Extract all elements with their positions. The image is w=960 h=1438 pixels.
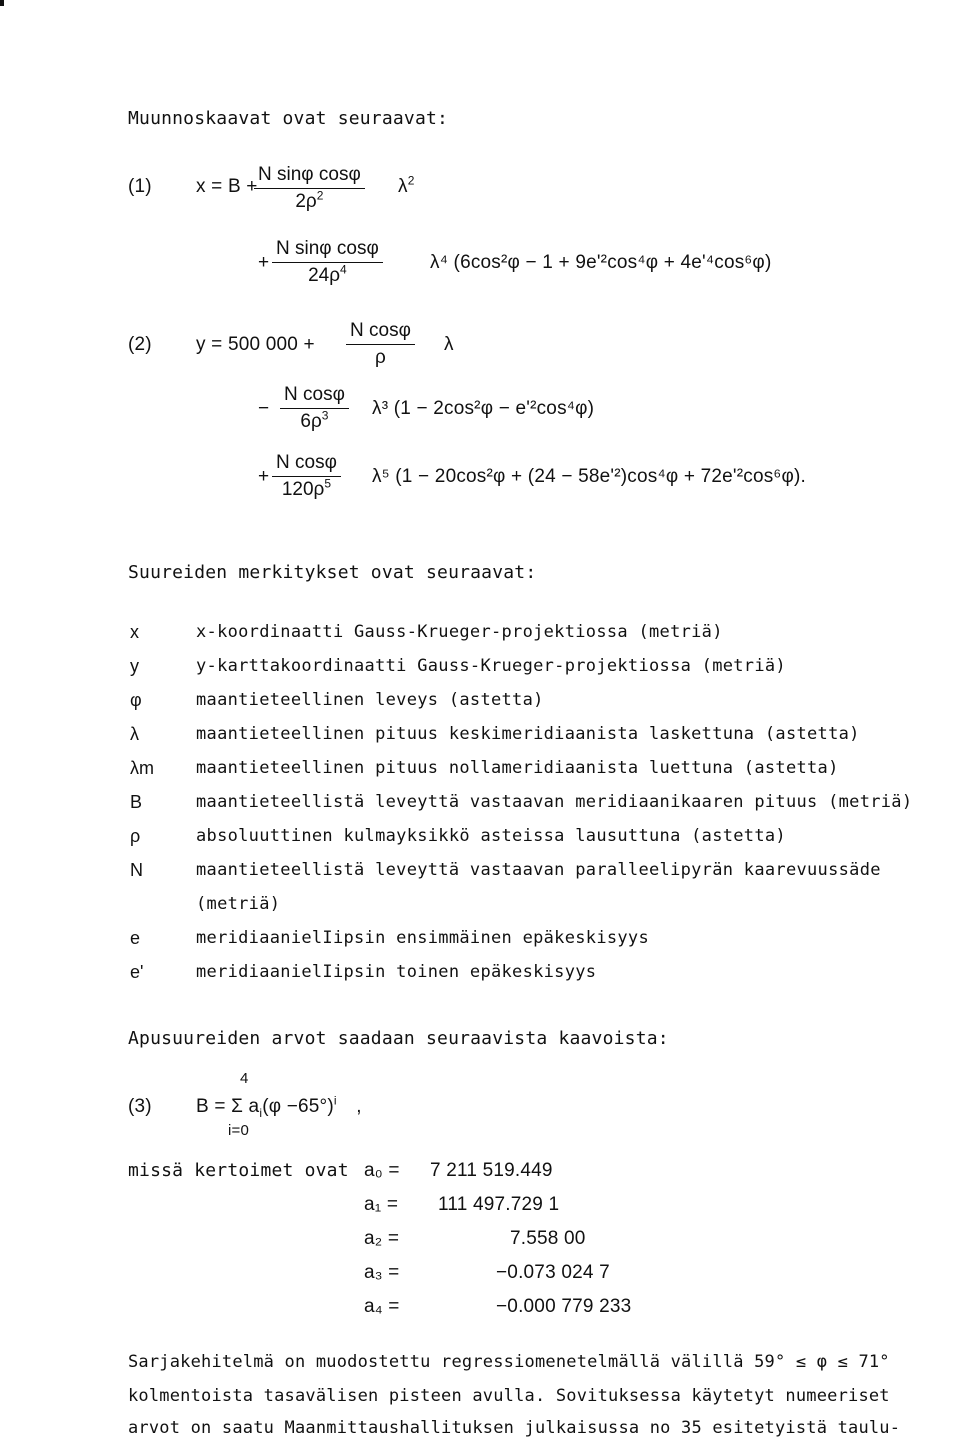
- intro-text: Muunnoskaavat ovat seuraavat:: [128, 108, 449, 129]
- eq2-frac1-numerator: N cosφ: [346, 320, 415, 345]
- coefficient-value: 7.558 00: [510, 1228, 586, 1249]
- eq2-plus: +: [258, 466, 270, 487]
- scan-mark: [0, 0, 4, 6]
- eq1-lambda: λ: [398, 176, 408, 197]
- definition-text: maantieteellinen pituus nollameridiaanista luettuna (astetta): [196, 758, 839, 778]
- definition-text: maantieteellistä leveyttä vastaavan meridiaanikaaren pituus (metriä): [196, 792, 913, 812]
- definition-symbol: y: [130, 656, 139, 676]
- eq3-lhs: B = Σ a: [196, 1096, 260, 1117]
- eq2-frac2-den-base: 6ρ: [300, 411, 322, 432]
- definition-text: maantieteellinen pituus keskimeridiaanista laskettuna (astetta): [196, 724, 860, 744]
- eq1-tail: λ⁴ (6cos²φ − 1 + 9e'²cos⁴φ + 4e'⁴cos⁶φ): [430, 252, 772, 273]
- eq1-fraction-2: [272, 238, 383, 287]
- eq2-label: (2): [128, 334, 152, 355]
- eq1-frac1-numerator: N sinφ cosφ: [254, 164, 365, 189]
- definition-text: meridiaanielIipsin toinen epäkeskisyys: [196, 962, 597, 982]
- eq2-fraction-2: [280, 384, 349, 433]
- closing-line-3: arvot on saatu Maanmittaushallituksen julkaisussa no 35 esitetyistä taulu-: [128, 1418, 901, 1438]
- eq1-label: (1): [128, 176, 152, 197]
- coefficient-name: a₁ =: [364, 1194, 399, 1215]
- definition-text: maantieteellinen leveys (astetta): [196, 690, 544, 710]
- eq3-sum-lower: i=0: [228, 1122, 250, 1139]
- eq3-body: (φ −65°): [262, 1096, 334, 1117]
- coefficient-name: a₀ =: [364, 1160, 400, 1181]
- definition-text: y-karttakoordinaatti Gauss-Krueger-projektiossa (metriä): [196, 656, 786, 676]
- coefficient-name: a₂ =: [364, 1228, 400, 1249]
- eq1-frac1-den-base: 2ρ: [295, 191, 317, 212]
- coefficient-name: a₃ =: [364, 1262, 400, 1283]
- definition-symbol: ρ: [130, 826, 141, 846]
- eq2-fraction-3: [272, 452, 341, 501]
- definition-text: (metriä): [196, 894, 281, 914]
- eq2-frac3-den-exp: 5: [324, 476, 332, 491]
- eq1-fraction-1: [254, 164, 365, 213]
- eq2-frac3-denominator: [272, 477, 341, 501]
- coefficient-value: −0.000 779 233: [496, 1296, 632, 1317]
- definition-symbol: λ: [130, 724, 139, 744]
- eq3-index-sub: i: [259, 1105, 263, 1120]
- definition-text: absoluuttinen kulmayksikkö asteissa lausuttuna (astetta): [196, 826, 786, 846]
- coefficient-name: a₄ =: [364, 1296, 400, 1317]
- eq1-plus: +: [258, 252, 270, 273]
- eq1-frac2-numerator: N sinφ cosφ: [272, 238, 383, 263]
- eq2-frac1-denominator: ρ: [375, 347, 386, 368]
- eq3-comma: ,: [356, 1096, 362, 1117]
- eq2-fraction-1: [346, 320, 415, 369]
- eq2-frac2-denominator: [280, 409, 349, 433]
- definition-symbol: λm: [130, 758, 154, 778]
- eq3-index-sup: i: [333, 1093, 337, 1108]
- eq2-lhs: y = 500 000 +: [196, 334, 315, 355]
- coefficients-intro: missä kertoimet ovat: [128, 1160, 349, 1181]
- definition-text: maantieteellistä leveyttä vastaavan paralleelipyrän kaarevuussäde: [196, 860, 881, 880]
- eq1-frac2-den-exp: 4: [340, 262, 347, 277]
- eq1-frac2-den-base: 24ρ: [308, 265, 341, 286]
- eq1-frac1-den-exp: 2: [316, 188, 324, 203]
- coefficient-value: −0.073 024 7: [496, 1262, 610, 1283]
- eq2-minus: −: [258, 398, 270, 419]
- eq1-lhs: x = B +: [196, 176, 258, 197]
- eq2-frac2-numerator: N cosφ: [280, 384, 349, 409]
- eq3-label: (3): [128, 1096, 152, 1117]
- eq2-frac3-den-base: 120ρ: [281, 479, 325, 500]
- eq3-formula: [196, 1093, 362, 1120]
- eq2-tail-2: λ³ (1 − 2cos²φ − e'²cos⁴φ): [372, 398, 595, 419]
- coefficient-value: 7 211 519.449: [430, 1160, 553, 1181]
- eq1-lambda-exp: 2: [407, 173, 415, 188]
- closing-line-2: kolmentoista tasavälisen pisteen avulla. Sovituksessa käytetyt numeeriset: [128, 1386, 890, 1406]
- definition-symbol: φ: [130, 690, 142, 710]
- eq2-lambda: λ: [444, 334, 454, 355]
- definition-symbol: e: [130, 928, 141, 948]
- eq2-tail-3: λ⁵ (1 − 20cos²φ + (24 − 58e'²)cos⁴φ + 72e'²cos⁶φ).: [372, 466, 806, 487]
- definition-text: meridiaanielIipsin ensimmäinen epäkeskisyys: [196, 928, 649, 948]
- definition-symbol: N: [130, 860, 143, 880]
- definition-symbol: B: [130, 792, 143, 812]
- eq1-frac1-denominator: [254, 189, 365, 213]
- meanings-heading: Suureiden merkitykset ovat seuraavat:: [128, 562, 537, 583]
- eq1-lambda2: [398, 173, 415, 198]
- eq3-sum-upper: 4: [240, 1070, 249, 1087]
- definition-text: x-koordinaatti Gauss-Krueger-projektiossa (metriä): [196, 622, 723, 642]
- eq2-frac2-den-exp: 3: [321, 408, 329, 423]
- eq2-frac3-numerator: N cosφ: [272, 452, 341, 477]
- definition-symbol: x: [130, 622, 139, 642]
- definition-symbol: e': [130, 962, 144, 982]
- coefficient-value: 111 497.729 1: [438, 1194, 560, 1215]
- closing-line-1: Sarjakehitelmä on muodostettu regressiomenetelmällä välillä 59° ≤ φ ≤ 71°: [128, 1352, 890, 1372]
- aux-heading: Apusuureiden arvot saadaan seuraavista kaavoista:: [128, 1028, 669, 1049]
- eq1-frac2-denominator: [272, 263, 383, 287]
